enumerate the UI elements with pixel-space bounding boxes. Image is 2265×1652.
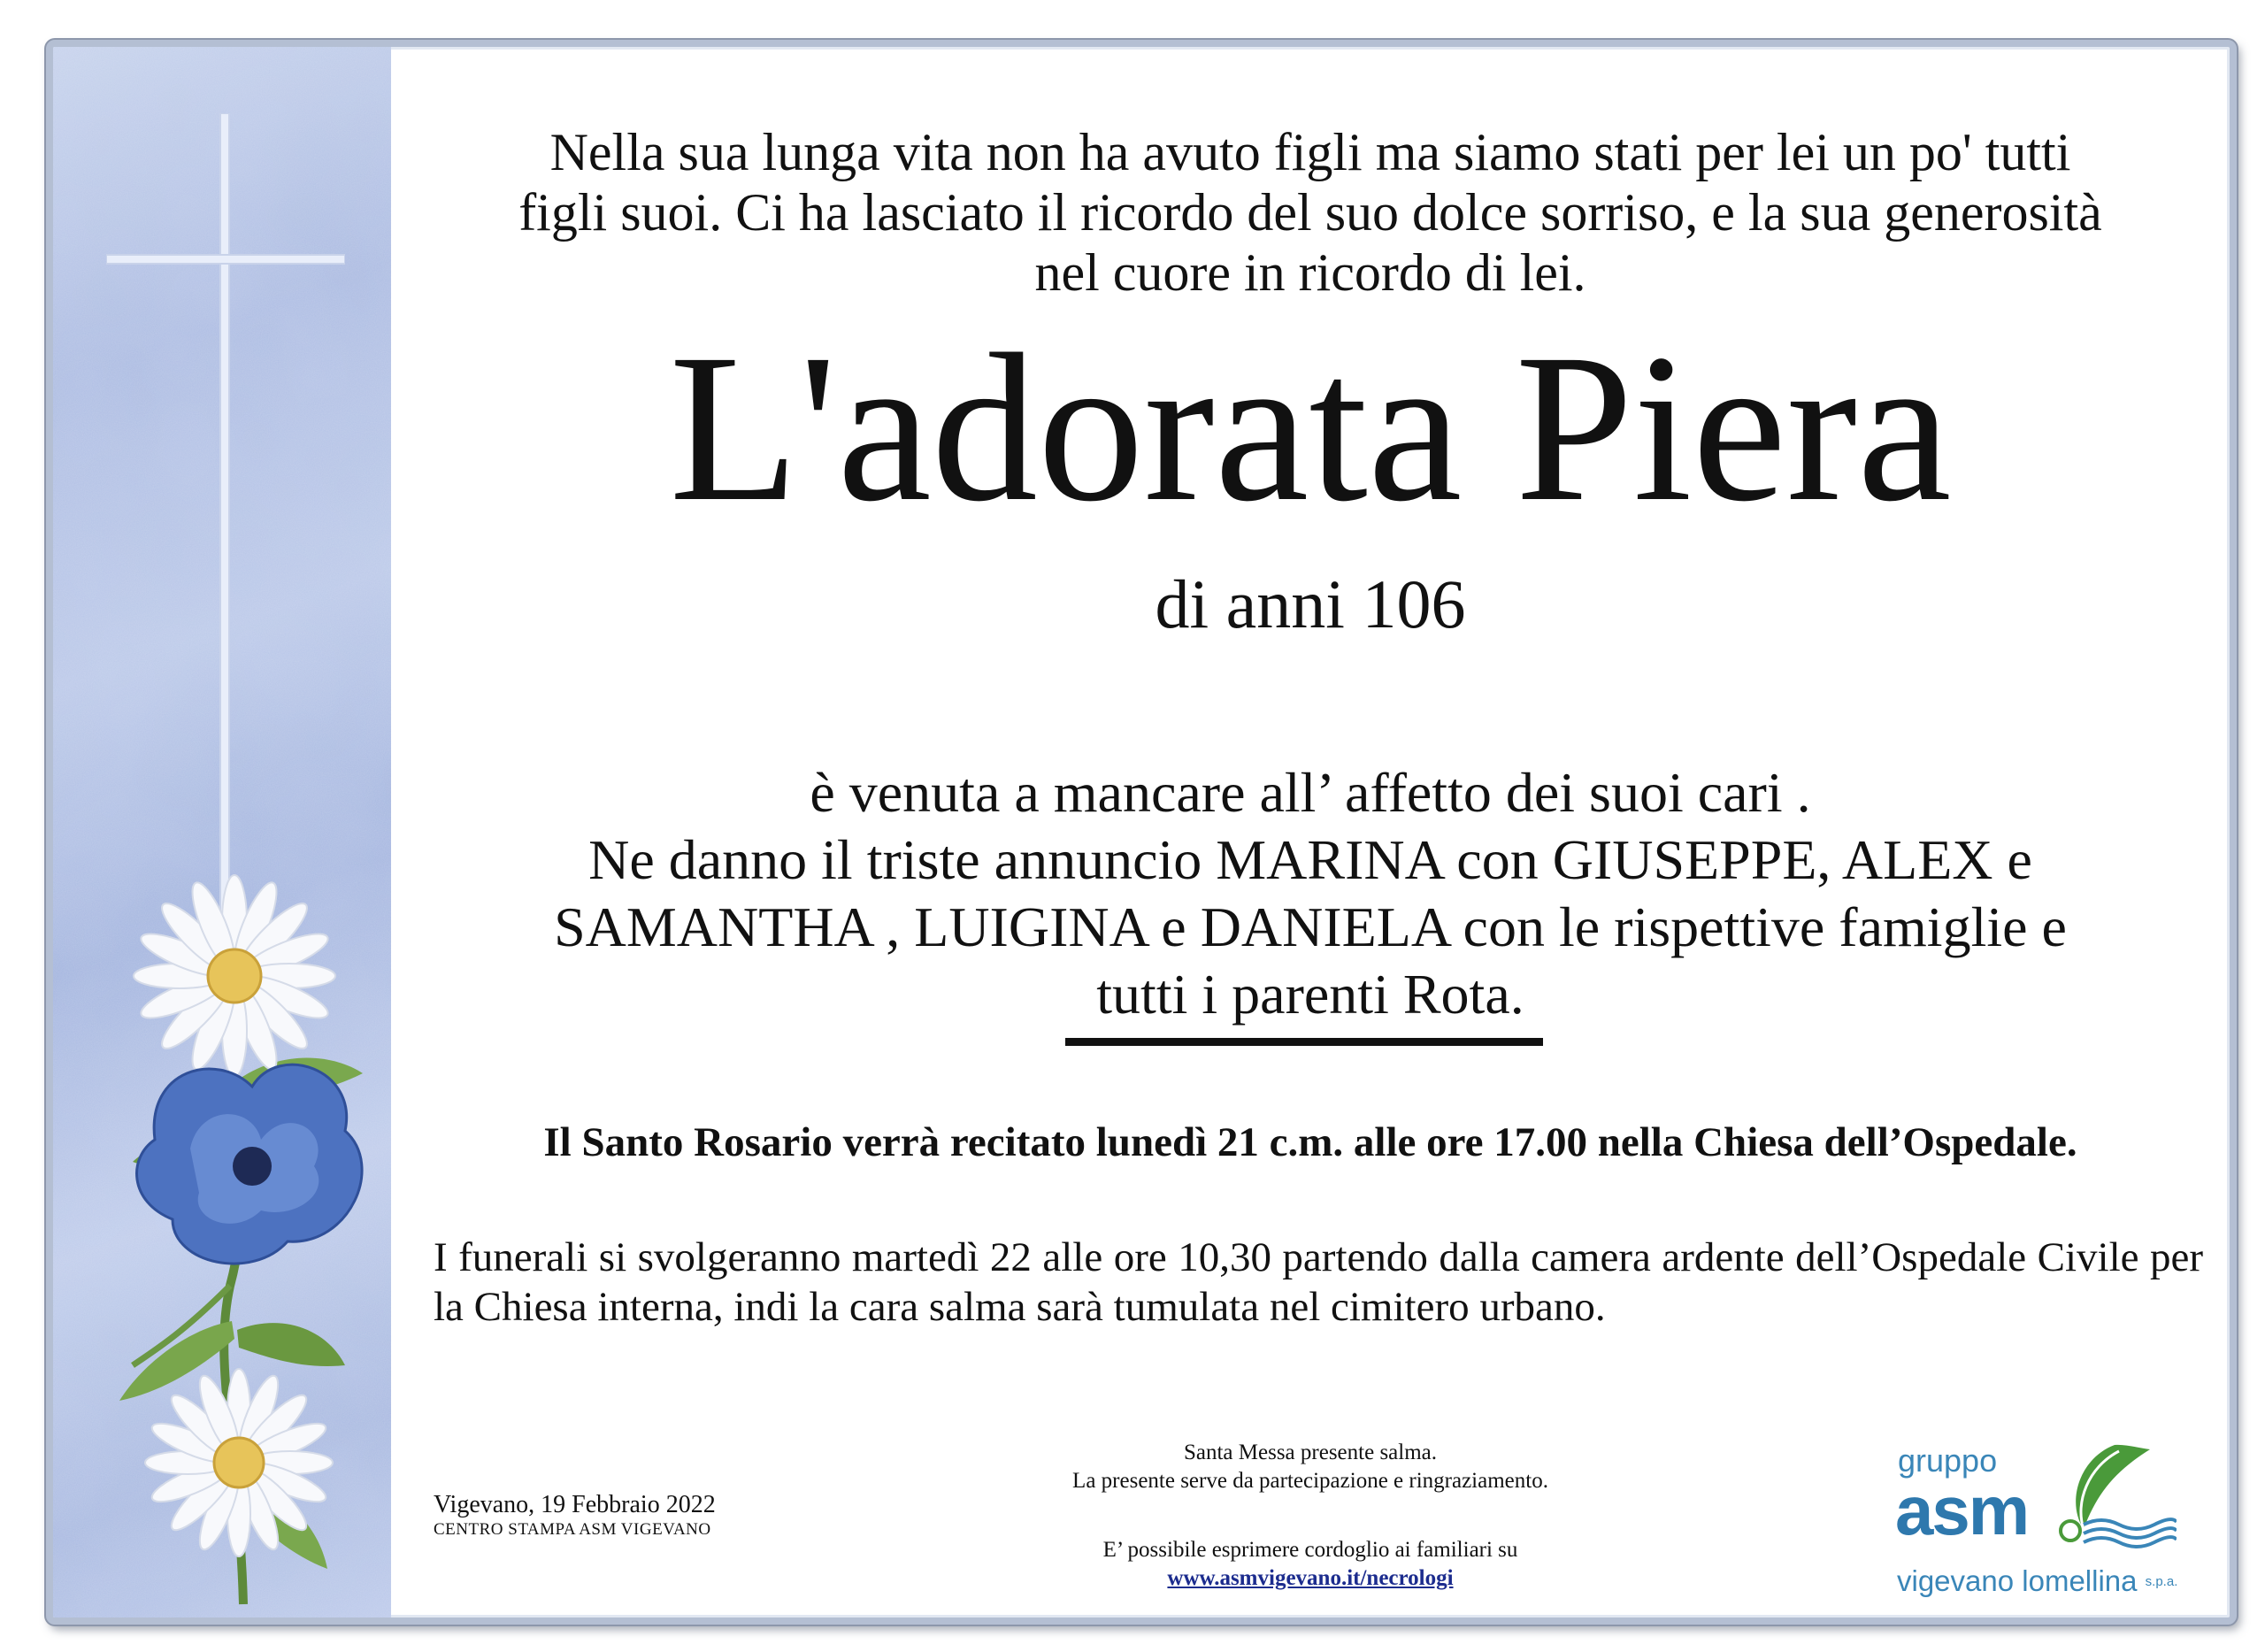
cross-icon: [106, 113, 345, 954]
participation-note: La presente serve da partecipazione e ringraziamento.: [1072, 1469, 1548, 1493]
funeral-details: I funerali si svolgeranno martedì 22 alle ore 10,30 partendo dalla camera ardente dell’Ospedale Civile per la Chiesa interna, indi la cara salma sarà tumulata nel cimitero urbano.: [434, 1234, 2203, 1330]
announcement-line: SAMANTHA , LUIGINA e DANIELA con le rispettive famiglie e: [554, 895, 2067, 958]
obituary-content: [391, 47, 2230, 1617]
divider-line: [1065, 1038, 1543, 1046]
leaf-wave-icon: [2044, 1441, 2177, 1560]
announcement-text: [391, 759, 2230, 1028]
logo-asm-text: asm: [1895, 1471, 2029, 1549]
intro-text: [391, 122, 2230, 303]
deceased-name: L'adorata Piera: [669, 310, 1952, 545]
intro-line: figli suoi. Ci ha lasciato il ricordo del suo dolce sorriso, e la sua generosità: [518, 183, 2102, 242]
logo-suffix: s.p.a.: [2145, 1574, 2178, 1589]
flowers-icon: [80, 870, 398, 1617]
condolence-link[interactable]: www.asmvigevano.it/necrologi: [1167, 1566, 1454, 1590]
printer-credit: CENTRO STAMPA ASM VIGEVANO: [434, 1520, 711, 1539]
intro-line: nel cuore in ricordo di lei.: [1034, 243, 1586, 302]
rosary-notice: Il Santo Rosario verrà recitato lunedì 21 c.m. alle ore 17.00 nella Chiesa dell’Ospedale.: [543, 1119, 2077, 1165]
logo-gruppo-text: gruppo: [1898, 1442, 1998, 1479]
announcement-line: è venuta a mancare all’ affetto dei suoi cari .: [810, 761, 1811, 824]
footer-info: [434, 1491, 716, 1541]
logo-subtitle: [1897, 1564, 2177, 1598]
mass-note: Santa Messa presente salma.: [1183, 1441, 1438, 1464]
deceased-age: di anni 106: [1155, 565, 1466, 642]
place-date: Vigevano, 19 Febbraio 2022: [434, 1491, 716, 1518]
condolence-text: E’ possibile esprimere cordoglio ai familiari su: [1102, 1538, 1518, 1562]
obituary-card: [46, 40, 2237, 1625]
announcement-line: Ne danno il triste annuncio MARINA con GIUSEPPE, ALEX e: [588, 828, 2032, 891]
logo-subtitle-text: vigevano lomellina: [1897, 1564, 2138, 1597]
asm-logo: [1895, 1441, 2178, 1609]
announcement-line: tutti i parenti Rota.: [1096, 963, 1524, 1026]
decorative-side-panel: [53, 47, 391, 1617]
intro-line: Nella sua lunga vita non ha avuto figli ma siamo stati per lei un po' tutti: [549, 123, 2071, 181]
